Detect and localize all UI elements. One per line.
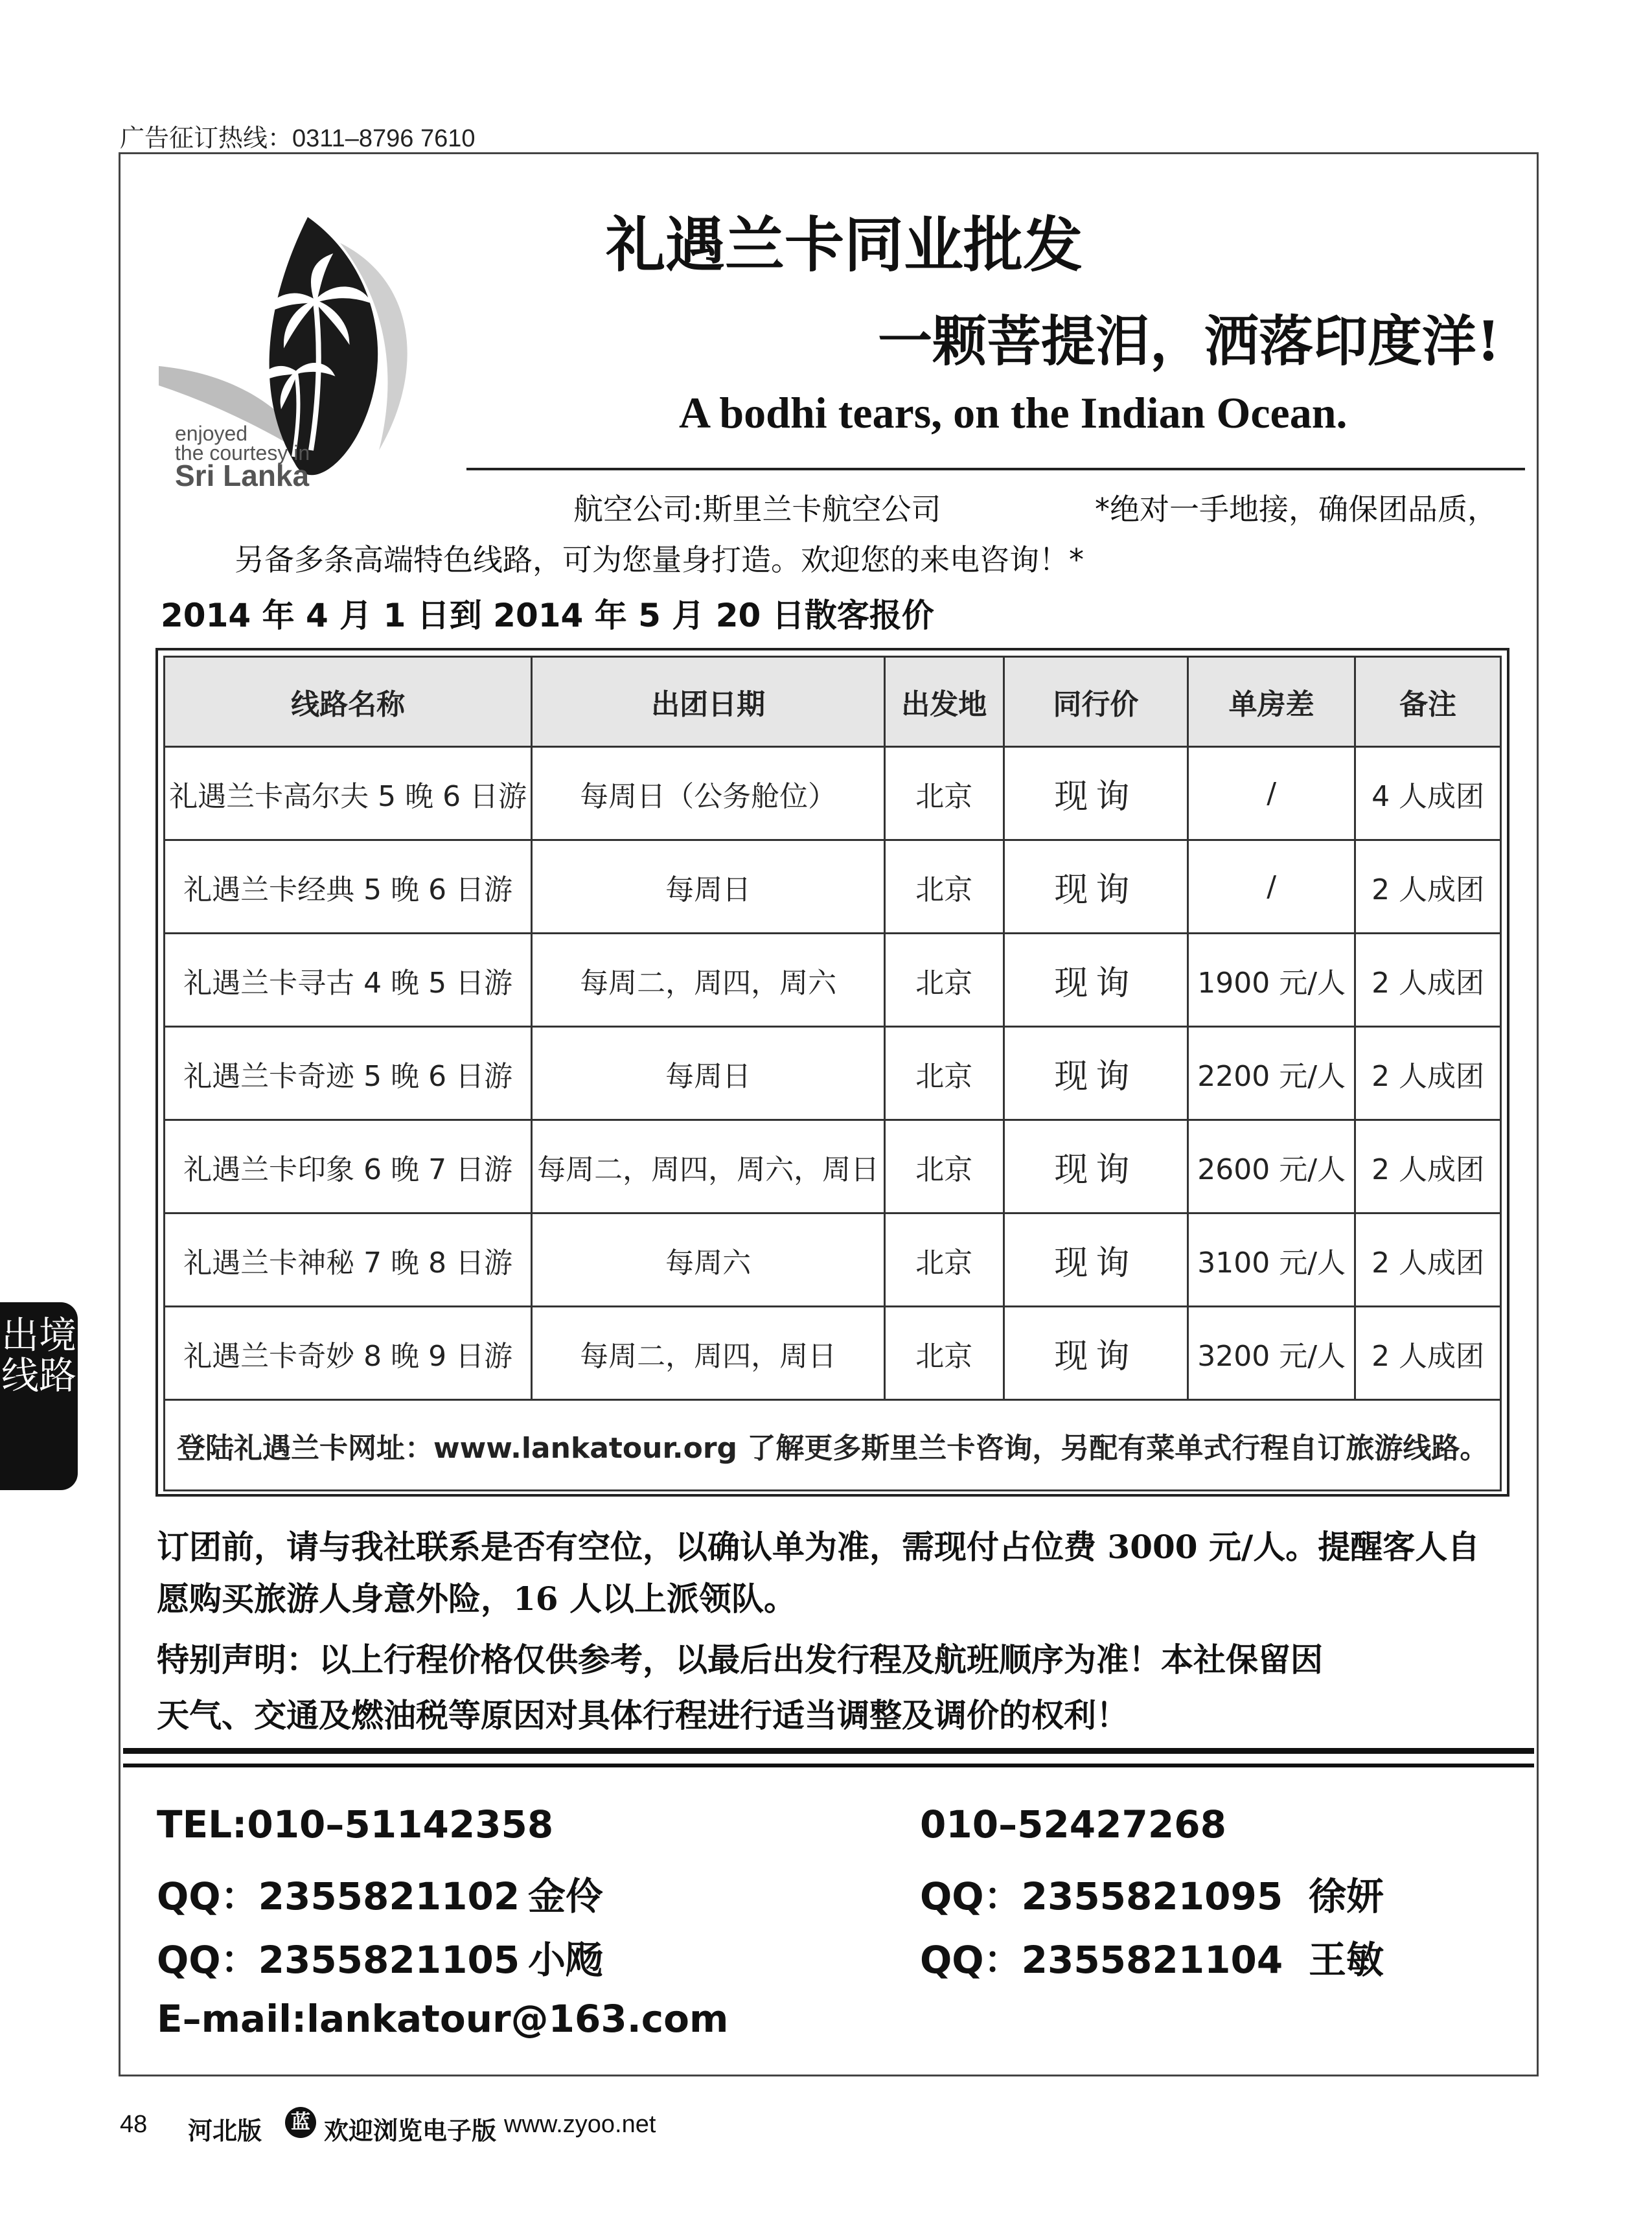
single-supplement: 2200 元/人: [1188, 1027, 1355, 1120]
tel-secondary: 010–52427268: [920, 1802, 1226, 1846]
remarks: 2 人成团: [1355, 1307, 1501, 1400]
page-number: 48: [120, 2111, 148, 2138]
departure-city: 北京: [884, 1027, 1004, 1120]
route-name: 礼遇兰卡高尔夫 5 晚 6 日游: [165, 747, 532, 840]
single-supplement: 3200 元/人: [1188, 1307, 1355, 1400]
single-supplement: /: [1188, 840, 1355, 934]
table-row: [165, 1307, 1501, 1400]
single-supplement: /: [1188, 747, 1355, 840]
table-row: [165, 934, 1501, 1027]
header-single-supplement: 单房差: [1188, 657, 1355, 747]
contact-divider-thick: [123, 1748, 1534, 1754]
contact-name-3: 小飏: [528, 1938, 604, 1982]
header-departure-city: 出发地: [884, 657, 1004, 747]
logo-text-sri-lanka: Sri Lanka: [175, 459, 310, 492]
remarks: 2 人成团: [1355, 1213, 1501, 1307]
qq-3: QQ：2355821105: [157, 1938, 520, 1982]
departure-date: 每周日: [532, 1027, 885, 1120]
departure-city: 北京: [884, 934, 1004, 1027]
contact-email: E–mail:lankatour@163.com: [157, 1997, 729, 2041]
booking-notice-line2: 愿购买旅游人身意外险，16 人以上派领队。: [157, 1580, 796, 1618]
contact-name-4: 王敏: [1309, 1938, 1384, 1982]
departure-date: 每周日: [532, 840, 885, 934]
route-name: 礼遇兰卡奇迹 5 晚 6 日游: [165, 1027, 532, 1120]
peer-price: 现询: [1004, 934, 1188, 1027]
table-row: [165, 1213, 1501, 1307]
peer-price: 现询: [1004, 840, 1188, 934]
peer-price: 现询: [1004, 747, 1188, 840]
remarks: 2 人成团: [1355, 934, 1501, 1027]
zyoo-logo-icon: 蓝: [285, 2107, 316, 2138]
logo-text-enjoyed: enjoyed: [175, 422, 248, 445]
extra-routes-info: 另备多条高端特色线路，可为您量身打造。欢迎您的来电咨询！*: [235, 542, 1084, 577]
section-tab-label: 出境线路: [1, 1313, 76, 1397]
remarks: 2 人成团: [1355, 840, 1501, 934]
title-divider: [466, 468, 1525, 470]
peer-price: 现询: [1004, 1213, 1188, 1307]
departure-date: 每周二，周四，周六: [532, 934, 885, 1027]
header-remarks: 备注: [1355, 657, 1501, 747]
departure-city: 北京: [884, 1213, 1004, 1307]
section-tab: [0, 1302, 78, 1490]
airline-info: 航空公司:斯里兰卡航空公司: [573, 492, 941, 527]
header-route-name: 线路名称: [165, 657, 532, 747]
peer-price: 现询: [1004, 1307, 1188, 1400]
departure-date: 每周二，周四，周六，周日: [532, 1120, 885, 1213]
qq-2: QQ：2355821095: [920, 1874, 1283, 1918]
table-row: [165, 747, 1501, 840]
remarks: 2 人成团: [1355, 1027, 1501, 1120]
route-name: 礼遇兰卡奇妙 8 晚 9 日游: [165, 1307, 532, 1400]
departure-date: 每周六: [532, 1213, 885, 1307]
quote-period: 2014 年 4 月 1 日到 2014 年 5 月 20 日散客报价: [161, 597, 934, 634]
slogan-english: A bodhi tears, on the Indian Ocean.: [679, 388, 1348, 437]
table-footer-row: [165, 1400, 1501, 1491]
route-name: 礼遇兰卡寻古 4 晚 5 日游: [165, 934, 532, 1027]
booking-notice-line1: 订团前，请与我社联系是否有空位，以确认单为准，需现付占位费 3000 元/人。提醒客人自: [157, 1528, 1480, 1566]
table-row: [165, 840, 1501, 934]
departure-city: 北京: [884, 1120, 1004, 1213]
peer-price: 现询: [1004, 1027, 1188, 1120]
tel-primary: TEL:010–51142358: [157, 1802, 554, 1846]
header-departure-date: 出团日期: [532, 657, 885, 747]
header-peer-price: 同行价: [1004, 657, 1188, 747]
route-name: 礼遇兰卡印象 6 晚 7 日游: [165, 1120, 532, 1213]
departure-city: 北京: [884, 747, 1004, 840]
contact-divider-thin: [123, 1764, 1534, 1767]
main-title: 礼遇兰卡同业批发: [606, 210, 1083, 280]
logo-text-courtesy: the courtesy in: [175, 441, 310, 465]
sri-lanka-logo: [146, 204, 444, 496]
route-name: 礼遇兰卡神秘 7 晚 8 日游: [165, 1213, 532, 1307]
qq-1: QQ：2355821102: [157, 1874, 520, 1918]
remarks: 4 人成团: [1355, 747, 1501, 840]
route-name: 礼遇兰卡经典 5 晚 6 日游: [165, 840, 532, 934]
departure-date: 每周二，周四，周日: [532, 1307, 885, 1400]
edition-label: 河北版: [188, 2118, 262, 2145]
price-table: [163, 656, 1502, 1491]
disclaimer-line2: 天气、交通及燃油税等原因对具体行程进行适当调整及调价的权利！: [157, 1696, 1129, 1734]
welcome-text: 欢迎浏览电子版: [324, 2118, 497, 2145]
remarks: 2 人成团: [1355, 1120, 1501, 1213]
disclaimer-line1: 特别声明：以上行程价格仅供参考，以最后出发行程及航班顺序为准！本社保留因: [157, 1640, 1323, 1679]
footer-url: www.zyoo.net: [504, 2111, 656, 2138]
departure-city: 北京: [884, 840, 1004, 934]
single-supplement: 2600 元/人: [1188, 1120, 1355, 1213]
table-row: [165, 1027, 1501, 1120]
departure-date: 每周日（公务舱位）: [532, 747, 885, 840]
quality-promise: *绝对一手地接，确保团品质，: [1095, 492, 1497, 527]
single-supplement: 1900 元/人: [1188, 934, 1355, 1027]
single-supplement: 3100 元/人: [1188, 1213, 1355, 1307]
contact-name-2: 徐妍: [1309, 1874, 1384, 1918]
ad-hotline: 广告征订热线：0311–8796 7610: [120, 125, 476, 152]
qq-4: QQ：2355821104: [920, 1938, 1283, 1982]
price-table-frame: [155, 648, 1509, 1497]
contact-name-1: 金伶: [528, 1874, 604, 1918]
website-note: 登陆礼遇兰卡网址：www.lankatour.org 了解更多斯里兰卡咨询，另配有菜单式行程自订旅游线路。: [165, 1400, 1501, 1491]
departure-city: 北京: [884, 1307, 1004, 1400]
table-row: [165, 1120, 1501, 1213]
peer-price: 现询: [1004, 1120, 1188, 1213]
logo-dark-leaf: [270, 217, 378, 475]
table-header-row: [165, 657, 1501, 747]
slogan-chinese: 一颗菩提泪，洒落印度洋!: [878, 309, 1500, 373]
